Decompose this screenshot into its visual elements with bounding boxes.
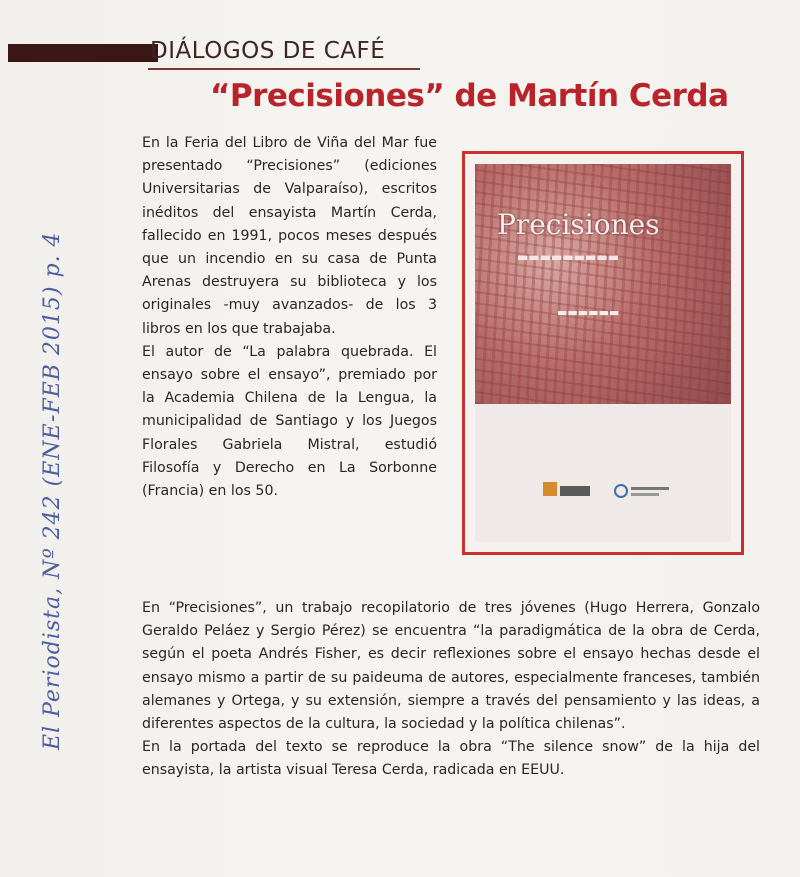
partner-logo-icon [613, 482, 673, 500]
book-cover-inner [475, 164, 731, 542]
paragraph-4-text: En la portada del texto se reproduce la obra “The silence snow” de la hija del ensayista, la artista visual Teresa Cerda, radicada en EEUU. [142, 739, 760, 779]
section-rule [148, 68, 420, 70]
paragraph-2-text: El autor de “La palabra quebrada. El ensayo sobre el ensayo”, premiado por la Academia Chilena de la Lengua, la municipalidad de Santiago y los Juegos Florales Gabriela Mistral, estudió Filosofía y Derecho en La Sorbonne (Francia) en los 50. [142, 343, 437, 500]
article-paragraph-1 [142, 132, 437, 503]
cover-author: ▬▬▬▬▬▬ [557, 306, 620, 319]
publisher-logo-icon [543, 482, 599, 500]
section-bar [8, 44, 158, 62]
cover-title: Precisiones [497, 208, 660, 241]
paragraph-1-text: En la Feria del Libro de Viña del Mar fue presentado “Precisiones” (ediciones Universitarias de Valparaíso), escritos inéditos del ensayista Martín Cerda, fallecido en 1991, pocos meses después que un incendio en su casa de Punta Arenas destruyera su biblioteca y los originales -muy avanzados- de los 3 libros en los que trabajaba. [142, 135, 437, 337]
section-title: DIÁLOGOS DE CAFÉ [150, 38, 386, 64]
handwritten-margin-note: El Periodista, Nº 242 (ENE-FEB 2015) p. 4 [40, 231, 65, 750]
cover-subtitle: ▬▬▬▬▬▬▬▬▬ [517, 250, 620, 264]
article-body-wide [142, 597, 760, 783]
book-cover-image [462, 151, 744, 555]
cover-artwork [475, 164, 731, 404]
article-headline: “Precisiones” de Martín Cerda [210, 78, 729, 114]
paragraph-3-text: En “Precisiones”, un trabajo recopilatorio de tres jóvenes (Hugo Herrera, Gonzalo Geraldo Peláez y Sergio Pérez) se encuentra “la paradigmática de la obra de Cerda, según el poeta Andrés Fisher, es decir reflexiones sobre el ensayo hechas desde el ensayo mismo a partir de su paideuma de autores, especialmente franceses, también alemanes y Ortega, y su extensión, siempre a través del pensamiento y las ideas, a diferentes aspectos de la cultura, la sociedad y la política chilenas”. [142, 600, 760, 733]
